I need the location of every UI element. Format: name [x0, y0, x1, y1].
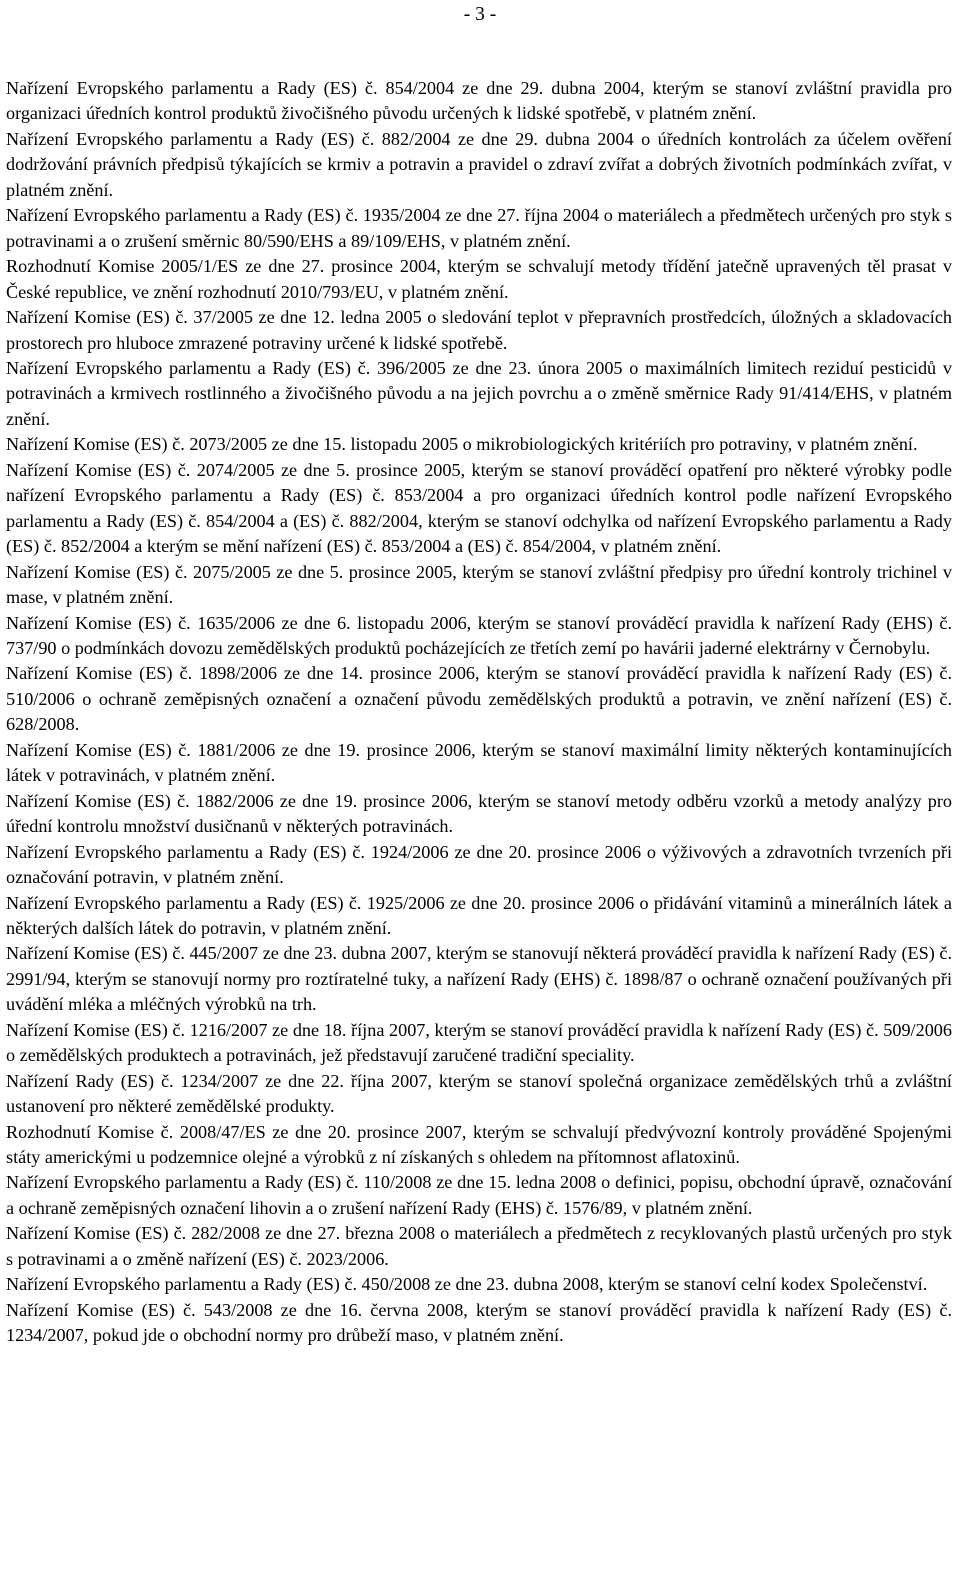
regulation-entry: Nařízení Evropského parlamentu a Rady (ES) č. 1935/2004 ze dne 27. října 2004 o materiálech a předmětech určených pro styk s potravinami a o zrušení směrnic 80/590/EHS a 89/109/EHS, v platném znění. — [6, 205, 952, 251]
regulation-entry: Nařízení Komise (ES) č. 1881/2006 ze dne 19. prosince 2006, kterým se stanoví maximální limity některých kontaminujících látek v potravinách, v platném znění. — [6, 739, 952, 786]
regulation-entry: Rozhodnutí Komise č. 2008/47/ES ze dne 20. prosince 2007, kterým se schvalují předvývozní kontroly prováděné Spojenými státy americkými u podzemnice olejné a výrobků z ní získaných s ohledem na přítomnost aflatoxinů. — [6, 1121, 952, 1168]
regulation-entry: Nařízení Komise (ES) č. 1882/2006 ze dne 19. prosince 2006, kterým se stanoví metody odběru vzorků a metody analýzy pro úřední kontrolu množství dusičnanů v některých potravinách. — [6, 790, 952, 837]
regulation-entry: Nařízení Rady (ES) č. 1234/2007 ze dne 22. října 2007, kterým se stanoví společná organizace zemědělských trhů a zvláštní ustanovení pro některé zemědělské produkty. — [6, 1070, 952, 1117]
page-number: - 3 - — [463, 4, 497, 25]
regulation-list — [6, 76, 952, 1349]
regulation-entry: Nařízení Komise (ES) č. 1898/2006 ze dne 14. prosince 2006, kterým se stanoví prováděcí pravidla k nařízení Rady (ES) č. 510/2006 o ochraně zeměpisných označení a označení původu zemědělských produktů a potravin, ve znění nařízení (ES) č. 628/2008. — [6, 663, 952, 735]
regulation-entry: Nařízení Komise (ES) č. 37/2005 ze dne 12. ledna 2005 o sledování teplot v přepravních prostředcích, úložných a skladovacích prostorech pro hluboce zmrazené potraviny určené k lidské spotřebě. — [6, 307, 952, 353]
regulation-entry: Nařízení Evropského parlamentu a Rady (ES) č. 1924/2006 ze dne 20. prosince 2006 o výživových a zdravotních tvrzeních při označování potravin, v platném znění. — [6, 841, 952, 888]
regulation-entry: Nařízení Komise (ES) č. 445/2007 ze dne 23. dubna 2007, kterým se stanovují některá prováděcí pravidla k nařízení Rady (ES) č. 2991/94, kterým se stanovují normy pro roztíratelné tuky, a nařízení Rady (EHS) č. 1898/87 o ochraně označení používaných při uvádění mléka a mléčných výrobků na trh. — [6, 943, 952, 1015]
regulation-entry: Nařízení Komise (ES) č. 2074/2005 ze dne 5. prosince 2005, kterým se stanoví prováděcí opatření pro některé výrobky podle nařízení Evropského parlamentu a Rady (ES) č. 853/2004 a pro organizaci úředních kontrol podle nařízení Evropského parlamentu a Rady (ES) č. 854/2004 a (ES) č. 882/2004, kterým se stanoví odchylka od nařízení Evropského parlamentu a Rady (ES) č. 852/2004 a kterým se mění nařízení (ES) č. 853/2004 a (ES) č. 854/2004, v platném znění. — [6, 459, 952, 557]
regulation-entry: Nařízení Evropského parlamentu a Rady (ES) č. 396/2005 ze dne 23. února 2005 o maximálních limitech reziduí pesticidů v potravinách a krmivech rostlinného a živočišného původu a na jejich povrchu a o změně směrnice Rady 91/414/EHS, v platném znění. — [6, 357, 952, 429]
regulation-entry: Nařízení Evropského parlamentu a Rady (ES) č. 854/2004 ze dne 29. dubna 2004, kterým se stanoví zvláštní pravidla pro organizaci úředních kontrol produktů živočišného původu určených k lidské spotřebě, v platném znění. — [6, 78, 952, 124]
regulation-entry: Nařízení Evropského parlamentu a Rady (ES) č. 450/2008 ze dne 23. dubna 2008, kterým se stanoví celní kodex Společenství. — [6, 1274, 928, 1295]
regulation-entry: Nařízení Komise (ES) č. 2073/2005 ze dne 15. listopadu 2005 o mikrobiologických kritériích pro potraviny, v platném znění. — [6, 434, 918, 455]
regulation-entry: Nařízení Evropského parlamentu a Rady (ES) č. 882/2004 ze dne 29. dubna 2004 o úředních kontrolách za účelem ověření dodržování právních předpisů týkajících se krmiv a potravin a pravidel o zdraví zvířat a dobrých životních podmínkách zvířat, v platném znění. — [6, 128, 952, 200]
regulation-entry: Nařízení Komise (ES) č. 2075/2005 ze dne 5. prosince 2005, kterým se stanoví zvláštní předpisy pro úřední kontroly trichinel v mase, v platném znění. — [6, 561, 952, 608]
regulation-entry: Nařízení Komise (ES) č. 1635/2006 ze dne 6. listopadu 2006, kterým se stanoví prováděcí pravidla k nařízení Rady (EHS) č. 737/90 o podmínkách dovozu zemědělských produktů pocházejících ze třetích zemí po havárii jaderné elektrárny v Černobylu. — [6, 612, 952, 658]
regulation-entry: Nařízení Evropského parlamentu a Rady (ES) č. 110/2008 ze dne 15. ledna 2008 o definici, popisu, obchodní úpravě, označování a ochraně zeměpisných označení lihovin a o zrušení nařízení Rady (EHS) č. 1576/89, v platném znění. — [6, 1172, 952, 1218]
regulation-entry: Nařízení Evropského parlamentu a Rady (ES) č. 1925/2006 ze dne 20. prosince 2006 o přidávání vitaminů a minerálních látek a některých dalších látek do potravin, v platném znění. — [6, 892, 952, 938]
regulation-entry: Nařízení Komise (ES) č. 282/2008 ze dne 27. března 2008 o materiálech a předmětech z recyklovaných plastů určených pro styk s potravinami a o změně nařízení (ES) č. 2023/2006. — [6, 1223, 952, 1269]
regulation-entry: Nařízení Komise (ES) č. 543/2008 ze dne 16. června 2008, kterým se stanoví prováděcí pravidla k nařízení Rady (ES) č. 1234/2007, pokud jde o obchodní normy pro drůbeží maso, v platném znění. — [6, 1299, 952, 1346]
regulation-entry: Rozhodnutí Komise 2005/1/ES ze dne 27. prosince 2004, kterým se schvalují metody třídění jatečně upravených těl prasat v České republice, ve znění rozhodnutí 2010/793/EU, v platném znění. — [6, 256, 952, 302]
regulation-entry: Nařízení Komise (ES) č. 1216/2007 ze dne 18. října 2007, kterým se stanoví prováděcí pravidla k nařízení Rady (ES) č. 509/2006 o zemědělských produktech a potravinách, jež představují zaručené tradiční speciality. — [6, 1019, 952, 1066]
